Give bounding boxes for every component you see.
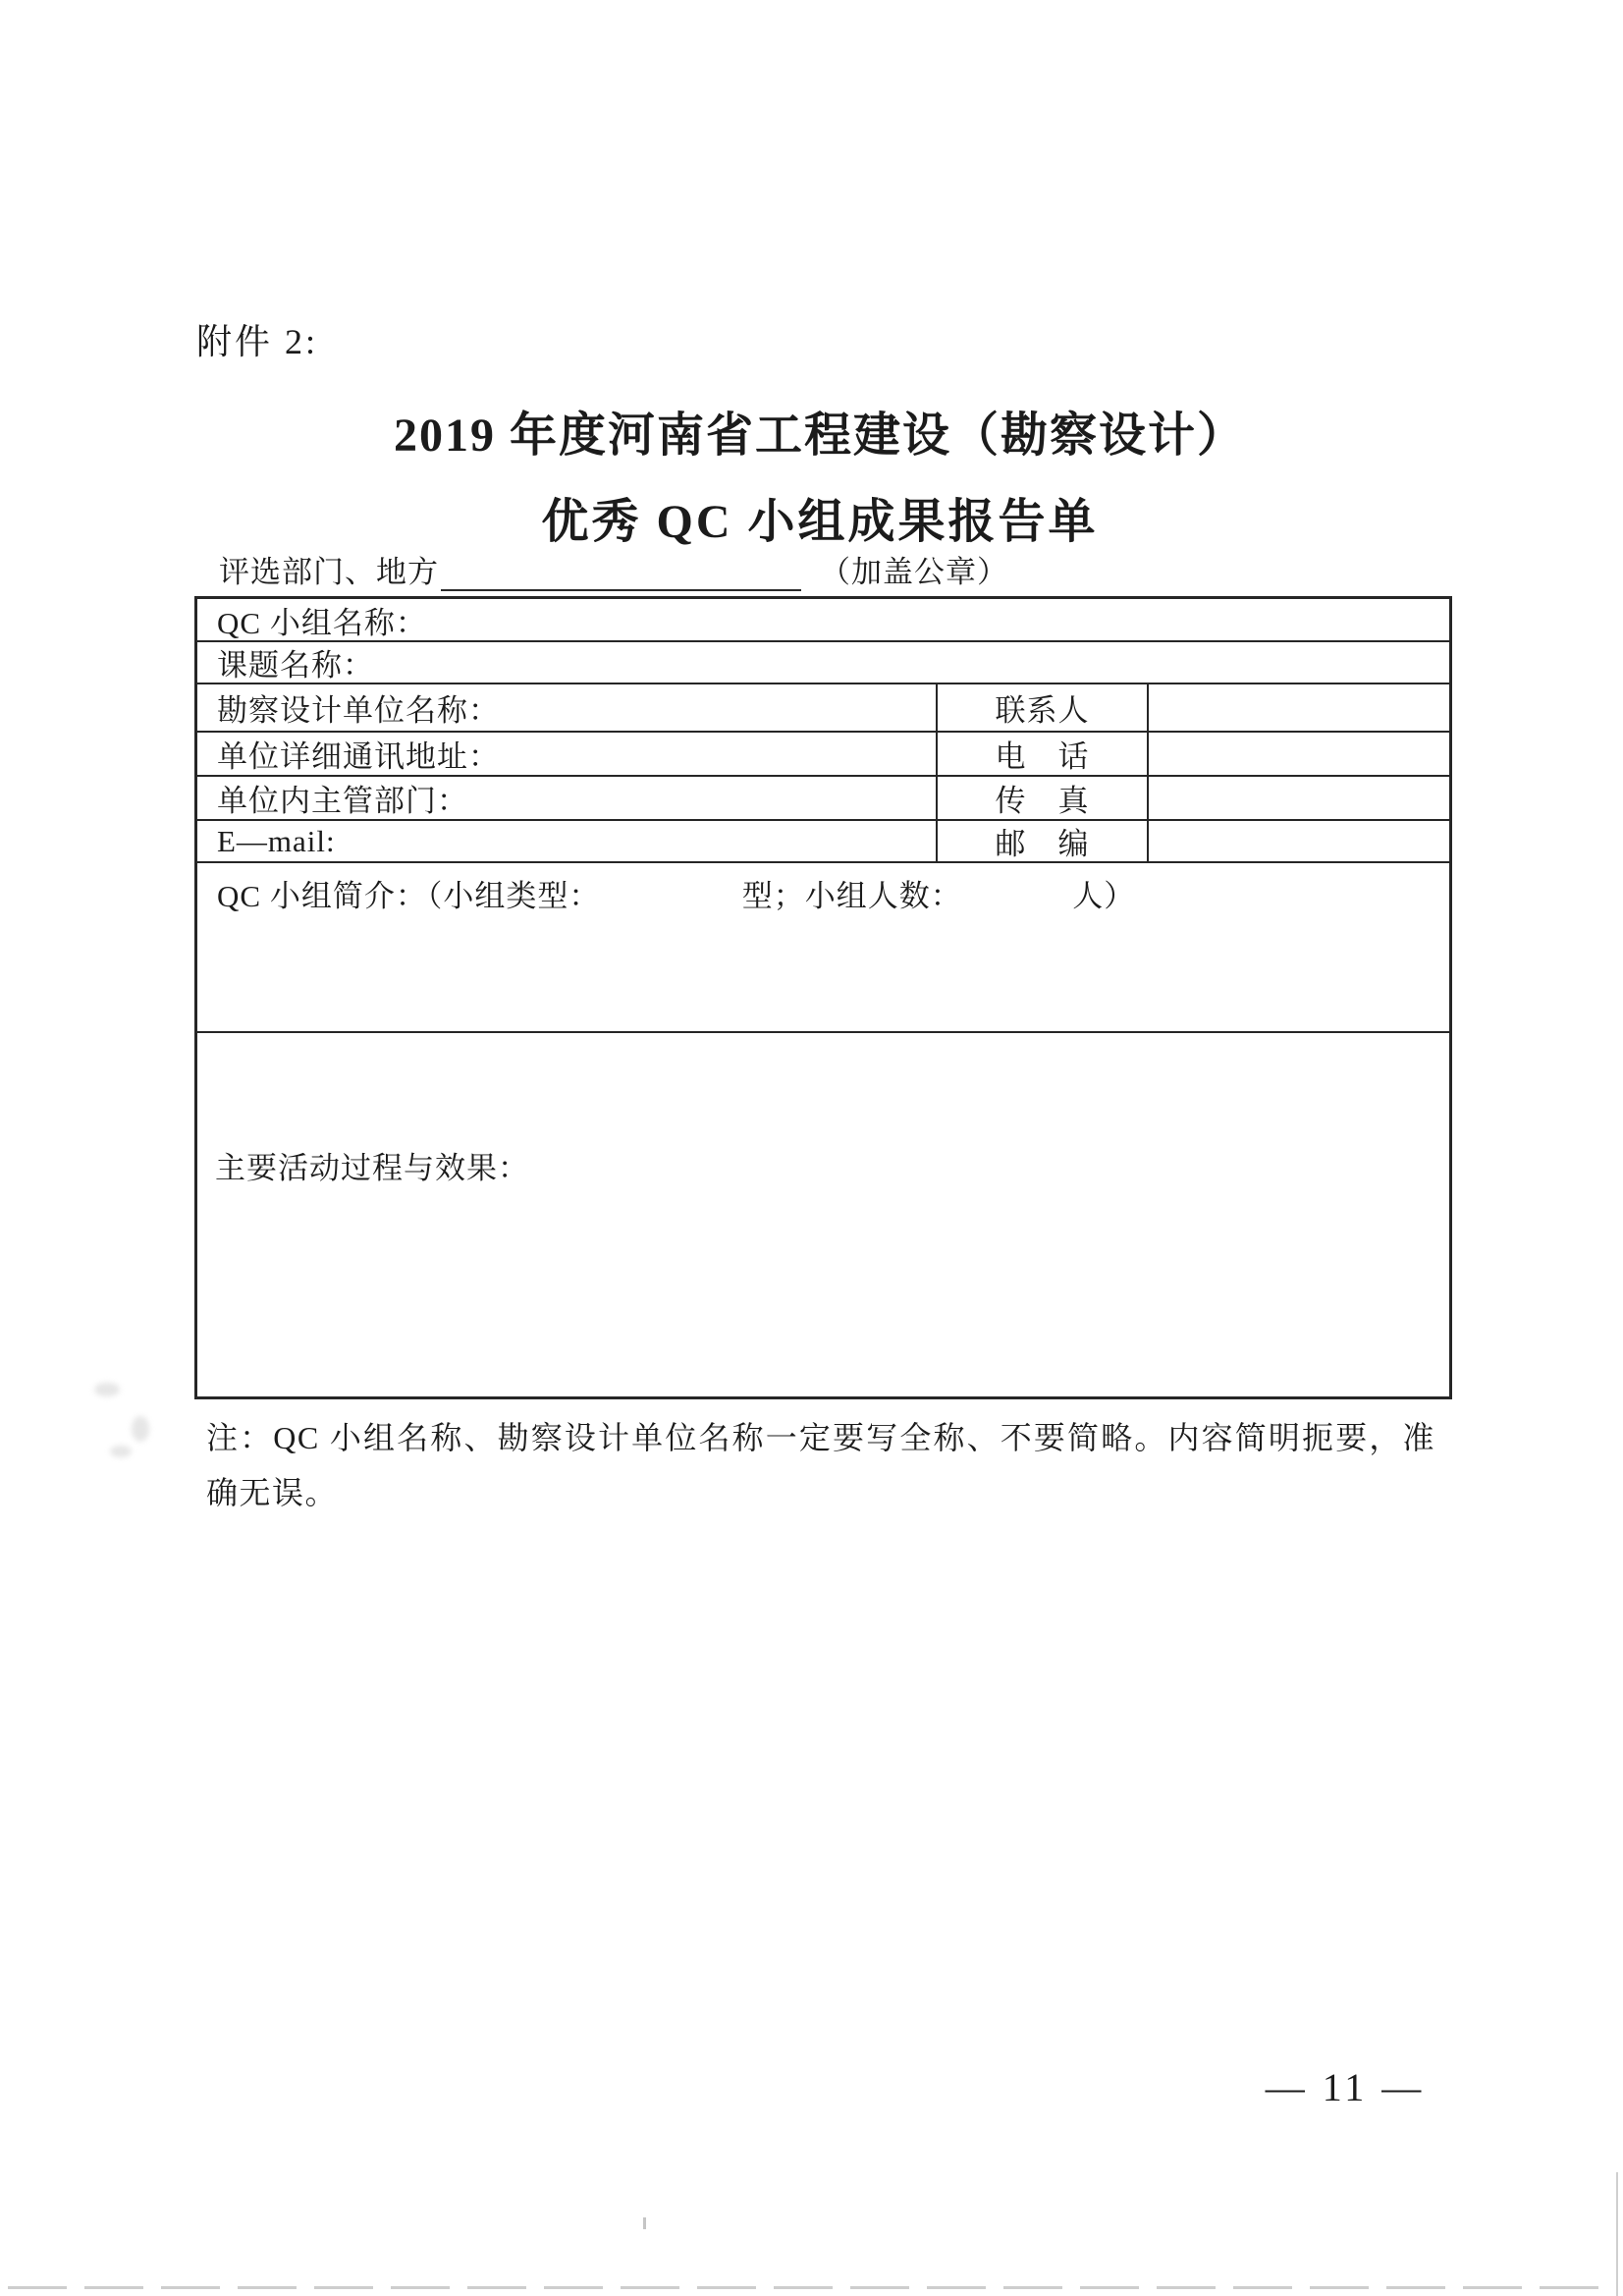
table-row — [197, 684, 1449, 733]
footnote-text: 注：QC 小组名称、勘察设计单位名称一定要写全称、不要简略。内容简明扼要，准确无误。 — [206, 1420, 1435, 1510]
attachment-label: 附件 2: — [196, 322, 319, 361]
scan-artifact — [1616, 2172, 1618, 2296]
qc-report-form-table — [194, 596, 1452, 1399]
table-row — [197, 599, 1449, 642]
document-title-line2: 优秀 QC 小组成果报告单 — [541, 496, 1099, 548]
scan-artifact — [110, 1446, 132, 1457]
fax-label: 传 真 — [936, 777, 1149, 819]
postal-code-value — [1149, 821, 1449, 861]
table-row — [197, 642, 1449, 684]
qc-group-name-label: QC 小组名称： — [217, 605, 427, 640]
table-row — [197, 863, 1449, 1033]
table-row — [197, 821, 1449, 863]
table-row — [197, 777, 1449, 821]
table-row — [197, 733, 1449, 777]
phone-label: 电 话 — [936, 733, 1149, 775]
contact-person-value — [1149, 684, 1449, 731]
scan-artifact — [643, 2217, 646, 2229]
scan-artifact — [132, 1416, 149, 1442]
fax-value — [1149, 777, 1449, 819]
survey-design-unit-label: 勘察设计单位名称： — [217, 693, 500, 728]
supervising-department-label: 单位内主管部门： — [217, 784, 468, 818]
contact-person-label: 联系人 — [936, 684, 1149, 731]
scan-artifact — [8, 2286, 1608, 2289]
topic-name-label: 课题名称： — [217, 648, 374, 683]
qc-group-intro-label: QC 小组简介：（小组类型： 型；小组人数： 人） — [217, 879, 1136, 913]
unit-address-label: 单位详细通讯地址： — [217, 739, 500, 774]
email-label: E—mail: — [217, 823, 336, 858]
official-seal-hint: （加盖公章） — [820, 555, 1008, 589]
phone-value — [1149, 733, 1449, 775]
page-number: — 11 — — [1265, 2065, 1426, 2109]
postal-code-label: 邮 编 — [936, 821, 1149, 861]
selection-department-line — [219, 550, 1008, 591]
fill-in-blank-line — [441, 556, 801, 591]
scan-artifact — [94, 1383, 120, 1396]
selection-department-label: 评选部门、地方 — [219, 555, 439, 589]
table-row — [197, 1033, 1449, 1396]
document-title-line1: 2019 年度河南省工程建设（勘察设计） — [393, 410, 1246, 462]
main-activity-label: 主要活动过程与效果： — [215, 1151, 529, 1185]
